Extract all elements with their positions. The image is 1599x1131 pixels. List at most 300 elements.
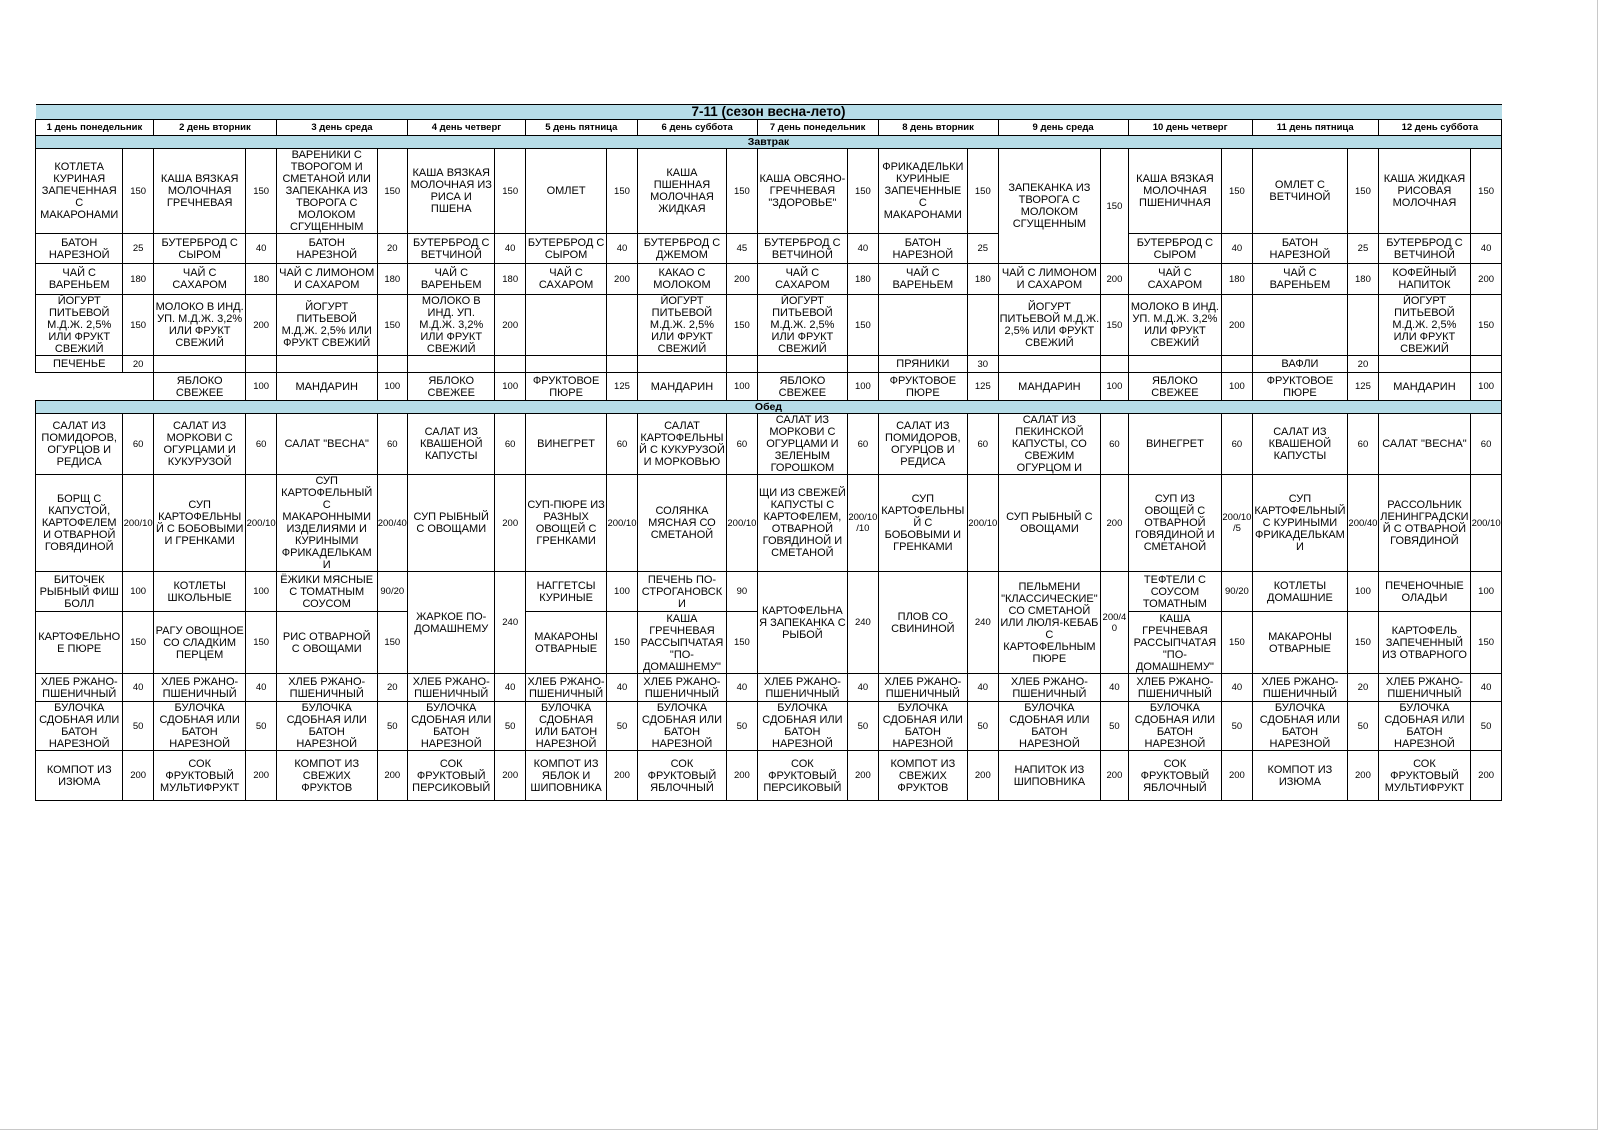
lunch-row	[36, 674, 1502, 702]
portion-cell: 150	[123, 612, 153, 674]
dish-cell: БУТЕРБРОД С ВЕТЧИНОЙ	[757, 234, 847, 264]
portion-cell: 150	[727, 612, 757, 674]
portion-cell: 200/10	[727, 475, 757, 572]
dish-cell: ЙОГУРТ ПИТЬЕВОЙ М.Д.Ж. 2,5% ИЛИ ФРУКТ СВЕЖИЙ	[637, 295, 726, 356]
portion-cell: 45	[727, 234, 757, 264]
portion-cell: 20	[123, 356, 153, 373]
portion-cell: 200/10/10	[848, 475, 878, 572]
lunch-row	[36, 751, 1502, 801]
dish-cell: ХЛЕБ РЖАНО-ПШЕНИЧНЫЙ	[276, 674, 377, 702]
dish-cell: ЙОГУРТ ПИТЬЕВОЙ М.Д.Ж. 2,5% ИЛИ ФРУКТ СВЕЖИЙ	[276, 295, 377, 356]
dish-cell: ЧАЙ С ВАРЕНЬЕМ	[1252, 264, 1348, 295]
dish-cell: САЛАТ ИЗ КВАШЕНОЙ КАПУСТЫ	[408, 414, 495, 475]
page-title: 7-11 (сезон весна-лето)	[36, 105, 1502, 120]
portion-cell: 200	[607, 751, 637, 801]
dish-cell: СУП КАРТОФЕЛЬНЫЙ С БОБОВЫМИ И ГРЕНКАМИ	[878, 475, 967, 572]
portion-cell: 60	[1348, 414, 1378, 475]
portion-cell: 200	[1471, 264, 1502, 295]
portion-cell: 150	[377, 149, 407, 234]
dish-cell: САЛАТ ИЗ КВАШЕНОЙ КАПУСТЫ	[1252, 414, 1348, 475]
dish-cell	[1252, 295, 1348, 356]
portion-cell: 100	[727, 373, 757, 401]
dish-cell: ПЕЧЕНОЧНЫЕ ОЛАДЬИ	[1378, 572, 1471, 612]
day-header-4: 4 день четверг	[408, 120, 526, 136]
dish-cell: КАША ОВСЯНО-ГРЕЧНЕВАЯ "ЗДОРОВЬЕ"	[757, 149, 847, 234]
dish-cell: ФРУКТОВОЕ ПЮРЕ	[1252, 373, 1348, 401]
dish-cell: ХЛЕБ РЖАНО-ПШЕНИЧНЫЙ	[36, 674, 123, 702]
portion-cell: 60	[1101, 414, 1128, 475]
portion-cell: 180	[377, 264, 407, 295]
dish-cell: БАТОН НАРЕЗНОЙ	[878, 234, 967, 264]
portion-cell: 200/10	[123, 475, 153, 572]
dish-cell: КОТЛЕТА КУРИНАЯ ЗАПЕЧЕННАЯ С МАКАРОНАМИ	[36, 149, 123, 234]
dish-cell: КАРТОФЕЛЬНАЯ ЗАПЕКАНКА С РЫБОЙ	[757, 572, 847, 674]
day-header-2: 2 день вторник	[153, 120, 276, 136]
portion-cell: 200	[377, 751, 407, 801]
menu-table	[35, 104, 1502, 801]
portion-cell: 100	[495, 373, 525, 401]
dish-cell: ЧАЙ С САХАРОМ	[1128, 264, 1222, 295]
dish-cell: ХЛЕБ РЖАНО-ПШЕНИЧНЫЙ	[1378, 674, 1471, 702]
dish-cell: БУЛОЧКА СДОБНАЯ ИЛИ БАТОН НАРЕЗНОЙ	[1128, 702, 1222, 751]
portion-cell: 40	[968, 674, 998, 702]
portion-cell: 100	[1348, 572, 1378, 612]
dish-cell: ФРУКТОВОЕ ПЮРЕ	[525, 373, 606, 401]
dish-cell: ВИНЕГРЕТ	[525, 414, 606, 475]
portion-cell: 100	[1101, 373, 1128, 401]
dish-cell: БУЛОЧКА СДОБНАЯ ИЛИ БАТОН НАРЕЗНОЙ	[637, 702, 726, 751]
dish-cell: СОК ФРУКТОВЫЙ ПЕРСИКОВЫЙ	[408, 751, 495, 801]
dish-cell	[1378, 356, 1471, 373]
portion-cell: 100	[377, 373, 407, 401]
section-title-lunch: Обед	[36, 401, 1502, 414]
dish-cell: КАКАО С МОЛОКОМ	[637, 264, 726, 295]
portion-cell: 50	[727, 702, 757, 751]
portion-cell	[607, 295, 637, 356]
dish-cell	[525, 356, 606, 373]
dish-cell: КАРТОФЕЛЬНОЕ ПЮРЕ	[36, 612, 123, 674]
dish-cell: КОМПОТ ИЗ ЯБЛОК И ШИПОВНИКА	[525, 751, 606, 801]
title-row	[36, 105, 1502, 120]
portion-cell: 20	[377, 234, 407, 264]
dish-cell	[637, 356, 726, 373]
dish-cell: БИТОЧЕК РЫБНЫЙ ФИШ БОЛЛ	[36, 572, 123, 612]
portion-cell: 40	[607, 234, 637, 264]
portion-cell: 60	[1471, 414, 1502, 475]
dish-cell: ЧАЙ С САХАРОМ	[153, 264, 246, 295]
portion-cell: 50	[848, 702, 878, 751]
dish-cell	[153, 356, 246, 373]
dish-cell: ФРУКТОВОЕ ПЮРЕ	[878, 373, 967, 401]
dish-cell	[1128, 356, 1222, 373]
portion-cell: 100	[246, 572, 276, 612]
portion-cell: 180	[968, 264, 998, 295]
day-header-1: 1 день понедельник	[36, 120, 154, 136]
portion-cell: 40	[848, 674, 878, 702]
dish-cell: КАША ВЯЗКАЯ МОЛОЧНАЯ ИЗ РИСА И ПШЕНА	[408, 149, 495, 234]
dish-cell: БУЛОЧКА СДОБНАЯ ИЛИ БАТОН НАРЕЗНОЙ	[757, 702, 847, 751]
dish-cell: ХЛЕБ РЖАНО-ПШЕНИЧНЫЙ	[878, 674, 967, 702]
portion-cell	[968, 295, 998, 356]
day-header-3: 3 день среда	[276, 120, 407, 136]
dish-cell: БУТЕРБРОД С СЫРОМ	[525, 234, 606, 264]
portion-cell: 40	[848, 234, 878, 264]
portion-cell: 25	[968, 234, 998, 264]
dish-cell: ПЕЧЕНЬЕ	[36, 356, 123, 373]
portion-cell: 200	[495, 475, 525, 572]
dish-cell: ЖАРКОЕ ПО-ДОМАШНЕМУ	[408, 572, 495, 674]
dish-cell: МОЛОКО В ИНД. УП. М.Д.Ж. 3,2% ИЛИ ФРУКТ СВЕЖИЙ	[408, 295, 495, 356]
dish-cell: БУЛОЧКА СДОБНАЯ ИЛИ БАТОН НАРЕЗНОЙ	[525, 702, 606, 751]
dish-cell: КОМПОТ ИЗ ИЗЮМА	[36, 751, 123, 801]
dish-cell: МАНДАРИН	[276, 373, 377, 401]
portion-cell: 40	[123, 674, 153, 702]
dish-cell: ХЛЕБ РЖАНО-ПШЕНИЧНЫЙ	[1128, 674, 1222, 702]
section-row-lunch	[36, 401, 1502, 414]
portion-cell: 125	[968, 373, 998, 401]
portion-cell: 200	[1101, 264, 1128, 295]
section-title-breakfast: Завтрак	[36, 136, 1502, 149]
portion-cell: 200	[1348, 751, 1378, 801]
portion-cell: 40	[1222, 234, 1252, 264]
dish-cell: ЯБЛОКО СВЕЖЕЕ	[408, 373, 495, 401]
dish-cell: СОК ФРУКТОВЫЙ МУЛЬТИФРУКТ	[153, 751, 246, 801]
portion-cell	[246, 356, 276, 373]
dish-cell: КОТЛЕТЫ ДОМАШНИЕ	[1252, 572, 1348, 612]
dish-cell: ЯБЛОКО СВЕЖЕЕ	[153, 373, 246, 401]
portion-cell: 200/40	[377, 475, 407, 572]
portion-cell: 150	[1101, 149, 1128, 264]
dish-cell: ЙОГУРТ ПИТЬЕВОЙ М.Д.Ж. 2,5% ИЛИ ФРУКТ СВЕЖИЙ	[998, 295, 1101, 356]
dish-cell: СУП КАРТОФЕЛЬНЫЙ С МАКАРОННЫМИ ИЗДЕЛИЯМИ И КУРИНЫМИ ФРИКАДЕЛЬКАМИ	[276, 475, 377, 572]
dish-cell: СУП КАРТОФЕЛЬНЫЙ С КУРИНЫМИ ФРИКАДЕЛЬКАМИ	[1252, 475, 1348, 572]
portion-cell: 150	[727, 295, 757, 356]
dish-cell: КОМПОТ ИЗ СВЕЖИХ ФРУКТОВ	[878, 751, 967, 801]
dish-cell: ЧАЙ С ЛИМОНОМ И САХАРОМ	[276, 264, 377, 295]
portion-cell	[1222, 356, 1252, 373]
portion-cell: 40	[246, 234, 276, 264]
portion-cell	[607, 356, 637, 373]
portion-cell: 150	[607, 612, 637, 674]
portion-cell: 200	[495, 751, 525, 801]
portion-cell: 125	[607, 373, 637, 401]
portion-cell: 200	[1101, 475, 1128, 572]
dish-cell: ОМЛЕТ С ВЕТЧИНОЙ	[1252, 149, 1348, 234]
portion-cell: 240	[848, 572, 878, 674]
portion-cell: 60	[246, 414, 276, 475]
portion-cell: 200/10	[1471, 475, 1502, 572]
dish-cell: БУЛОЧКА СДОБНАЯ ИЛИ БАТОН НАРЕЗНОЙ	[1378, 702, 1471, 751]
portion-cell	[727, 356, 757, 373]
dish-cell: КАША ВЯЗКАЯ МОЛОЧНАЯ ГРЕЧНЕВАЯ	[153, 149, 246, 234]
portion-cell: 150	[848, 295, 878, 356]
portion-cell: 90	[727, 572, 757, 612]
dish-cell: БУТЕРБРОД С СЫРОМ	[153, 234, 246, 264]
dish-cell: МАКАРОНЫ ОТВАРНЫЕ	[525, 612, 606, 674]
dish-cell: ПЕЛЬМЕНИ "КЛАССИЧЕСКИЕ" СО СМЕТАНОЙ ИЛИ ЛЮЛЯ-КЕБАБ С КАРТОФЕЛЬНЫМ ПЮРЕ	[998, 572, 1101, 674]
dish-cell: БУЛОЧКА СДОБНАЯ ИЛИ БАТОН НАРЕЗНОЙ	[1252, 702, 1348, 751]
portion-cell: 150	[1348, 149, 1378, 234]
portion-cell: 200	[246, 295, 276, 356]
dish-cell: СУП ИЗ ОВОЩЕЙ С ОТВАРНОЙ ГОВЯДИНОЙ И СМЕТАНОЙ	[1128, 475, 1222, 572]
dish-cell: ЁЖИКИ МЯСНЫЕ С ТОМАТНЫМ СОУСОМ	[276, 572, 377, 612]
portion-cell: 30	[968, 356, 998, 373]
dish-cell: БУЛОЧКА СДОБНАЯ ИЛИ БАТОН НАРЕЗНОЙ	[408, 702, 495, 751]
portion-cell: 90/20	[377, 572, 407, 612]
portion-cell: 50	[1471, 702, 1502, 751]
portion-cell: 40	[1471, 234, 1502, 264]
portion-cell: 60	[377, 414, 407, 475]
dish-cell	[878, 295, 967, 356]
dish-cell: ЙОГУРТ ПИТЬЕВОЙ М.Д.Ж. 2,5% ИЛИ ФРУКТ СВЕЖИЙ	[757, 295, 847, 356]
portion-cell: 200	[848, 751, 878, 801]
dish-cell: БУЛОЧКА СДОБНАЯ ИЛИ БАТОН НАРЕЗНОЙ	[878, 702, 967, 751]
dish-cell: РАССОЛЬНИК ЛЕНИНГРАДСКИЙ С ОТВАРНОЙ ГОВЯДИНОЙ	[1378, 475, 1471, 572]
dish-cell: БУТЕРБРОД С ВЕТЧИНОЙ	[408, 234, 495, 264]
dish-cell: БУЛОЧКА СДОБНАЯ ИЛИ БАТОН НАРЕЗНОЙ	[153, 702, 246, 751]
days-header-row	[36, 120, 1502, 136]
dish-cell: КОМПОТ ИЗ ИЗЮМА	[1252, 751, 1348, 801]
dish-cell: МАКАРОНЫ ОТВАРНЫЕ	[1252, 612, 1348, 674]
dish-cell: ВИНЕГРЕТ	[1128, 414, 1222, 475]
portion-cell: 150	[377, 295, 407, 356]
portion-cell: 150	[968, 149, 998, 234]
breakfast-row	[36, 234, 1502, 264]
dish-cell: САЛАТ ИЗ ПОМИДОРОВ, ОГУРЦОВ И РЕДИСА	[878, 414, 967, 475]
dish-cell: ЧАЙ С ВАРЕНЬЕМ	[36, 264, 123, 295]
portion-cell: 180	[848, 264, 878, 295]
portion-cell: 200	[727, 751, 757, 801]
portion-cell: 200/40	[1348, 475, 1378, 572]
portion-cell: 150	[848, 149, 878, 234]
portion-cell: 100	[607, 572, 637, 612]
dish-cell: ВАФЛИ	[1252, 356, 1348, 373]
dish-cell: СУП КАРТОФЕЛЬНЫЙ С БОБОВЫМИ И ГРЕНКАМИ	[153, 475, 246, 572]
dish-cell: КАРТОФЕЛЬ ЗАПЕЧЕННЫЙ ИЗ ОТВАРНОГО	[1378, 612, 1471, 674]
portion-cell: 200	[1471, 751, 1502, 801]
dish-cell: ХЛЕБ РЖАНО-ПШЕНИЧНЫЙ	[153, 674, 246, 702]
dish-cell: БУТЕРБРОД С ВЕТЧИНОЙ	[1378, 234, 1471, 264]
portion-cell: 200/10	[246, 475, 276, 572]
portion-cell: 150	[246, 149, 276, 234]
breakfast-row	[36, 149, 1502, 234]
portion-cell: 200	[1222, 751, 1252, 801]
portion-cell: 200/10/5	[1222, 475, 1252, 572]
dish-cell: СОЛЯНКА МЯСНАЯ СО СМЕТАНОЙ	[637, 475, 726, 572]
portion-cell: 40	[495, 674, 525, 702]
day-header-5: 5 день пятница	[525, 120, 637, 136]
dish-cell: МОЛОКО В ИНД. УП. М.Д.Ж. 3,2% ИЛИ ФРУКТ СВЕЖИЙ	[1128, 295, 1222, 356]
day-header-7: 7 день понедельник	[757, 120, 878, 136]
portion-cell: 150	[1222, 612, 1252, 674]
portion-cell: 60	[1222, 414, 1252, 475]
day-header-10: 10 день четверг	[1128, 120, 1252, 136]
portion-cell: 40	[727, 674, 757, 702]
dish-cell: ОМЛЕТ	[525, 149, 606, 234]
dish-cell: КАША ГРЕЧНЕВАЯ РАССЫПЧАТАЯ "ПО-ДОМАШНЕМУ"	[1128, 612, 1222, 674]
portion-cell: 200/40	[1101, 572, 1128, 674]
portion-cell: 60	[123, 414, 153, 475]
portion-cell: 200	[727, 264, 757, 295]
portion-cell: 50	[123, 702, 153, 751]
portion-cell: 150	[1348, 612, 1378, 674]
portion-cell: 100	[1471, 572, 1502, 612]
dish-cell: ВАРЕНИКИ С ТВОРОГОМ И СМЕТАНОЙ ИЛИ ЗАПЕКАНКА ИЗ ТВОРОГА С МОЛОКОМ СГУЩЕННЫМ	[276, 149, 377, 234]
portion-cell: 40	[1101, 674, 1128, 702]
dish-cell: САЛАТ ИЗ ПЕКИНСКОЙ КАПУСТЫ, СО СВЕЖИМ ОГУРЦОМ И	[998, 414, 1101, 475]
portion-cell: 20	[1348, 356, 1378, 373]
dish-cell	[408, 356, 495, 373]
breakfast-row	[36, 295, 1502, 356]
portion-cell: 150	[246, 612, 276, 674]
dish-cell: СОК ФРУКТОВЫЙ ЯБЛОЧНЫЙ	[1128, 751, 1222, 801]
portion-cell: 60	[727, 414, 757, 475]
portion-cell: 200	[123, 751, 153, 801]
breakfast-row	[36, 373, 1502, 401]
portion-cell: 25	[123, 234, 153, 264]
portion-cell: 50	[607, 702, 637, 751]
portion-cell: 125	[1348, 373, 1378, 401]
dish-cell: РАГУ ОВОЩНОЕ СО СЛАДКИМ ПЕРЦЕМ	[153, 612, 246, 674]
portion-cell	[848, 356, 878, 373]
portion-cell: 200	[495, 295, 525, 356]
day-header-8: 8 день вторник	[878, 120, 998, 136]
portion-cell: 150	[1222, 149, 1252, 234]
dish-cell: НАГГЕТСЫ КУРИНЫЕ	[525, 572, 606, 612]
portion-cell: 100	[123, 572, 153, 612]
dish-cell: БУЛОЧКА СДОБНАЯ ИЛИ БАТОН НАРЕЗНОЙ	[36, 702, 123, 751]
portion-cell: 60	[848, 414, 878, 475]
portion-cell: 100	[1471, 373, 1502, 401]
dish-cell: ЗАПЕКАНКА ИЗ ТВОРОГА С МОЛОКОМ СГУЩЕННЫМ	[998, 149, 1101, 264]
dish-cell: БУТЕРБРОД С ДЖЕМОМ	[637, 234, 726, 264]
dish-cell: ХЛЕБ РЖАНО-ПШЕНИЧНЫЙ	[1252, 674, 1348, 702]
breakfast-row	[36, 356, 1502, 373]
portion-cell: 20	[1348, 674, 1378, 702]
dish-cell: САЛАТ ИЗ ПОМИДОРОВ, ОГУРЦОВ И РЕДИСА	[36, 414, 123, 475]
dish-cell: СУП РЫБНЫЙ С ОВОЩАМИ	[998, 475, 1101, 572]
dish-cell: БАТОН НАРЕЗНОЙ	[36, 234, 123, 264]
dish-cell: СУП-ПЮРЕ ИЗ РАЗНЫХ ОВОЩЕЙ С ГРЕНКАМИ	[525, 475, 606, 572]
portion-cell: 50	[495, 702, 525, 751]
dish-cell: САЛАТ ИЗ МОРКОВИ С ОГУРЦАМИ И КУКУРУЗОЙ	[153, 414, 246, 475]
dish-cell: ЯБЛОКО СВЕЖЕЕ	[1128, 373, 1222, 401]
portion-cell: 150	[123, 149, 153, 234]
portion-cell: 200	[1222, 295, 1252, 356]
portion-cell: 200	[1101, 751, 1128, 801]
dish-cell: БОРЩ С КАПУСТОЙ, КАРТОФЕЛЕМ И ОТВАРНОЙ ГОВЯДИНОЙ	[36, 475, 123, 572]
portion-cell: 240	[495, 572, 525, 674]
portion-cell: 180	[1348, 264, 1378, 295]
dish-cell: СОК ФРУКТОВЫЙ МУЛЬТИФРУКТ	[1378, 751, 1471, 801]
portion-cell: 90/20	[1222, 572, 1252, 612]
dish-cell: ТЕФТЕЛИ С СОУСОМ ТОМАТНЫМ	[1128, 572, 1222, 612]
portion-cell: 20	[377, 674, 407, 702]
dish-cell: ХЛЕБ РЖАНО-ПШЕНИЧНЫЙ	[525, 674, 606, 702]
portion-cell: 100	[246, 373, 276, 401]
dish-cell: КАША ЖИДКАЯ РИСОВАЯ МОЛОЧНАЯ	[1378, 149, 1471, 234]
dish-cell	[757, 356, 847, 373]
portion-cell: 150	[1471, 612, 1502, 674]
lunch-row	[36, 475, 1502, 572]
dish-cell: БАТОН НАРЕЗНОЙ	[1252, 234, 1348, 264]
dish-cell	[276, 356, 377, 373]
portion-cell: 150	[495, 149, 525, 234]
portion-cell	[377, 356, 407, 373]
lunch-row	[36, 702, 1502, 751]
portion-cell: 40	[246, 674, 276, 702]
dish-cell: НАПИТОК ИЗ ШИПОВНИКА	[998, 751, 1101, 801]
portion-cell: 50	[968, 702, 998, 751]
dish-cell: ЧАЙ С ЛИМОНОМ И САХАРОМ	[998, 264, 1101, 295]
dish-cell: БУЛОЧКА СДОБНАЯ ИЛИ БАТОН НАРЕЗНОЙ	[998, 702, 1101, 751]
section-row-breakfast	[36, 136, 1502, 149]
portion-cell: 50	[377, 702, 407, 751]
dish-cell: ХЛЕБ РЖАНО-ПШЕНИЧНЫЙ	[637, 674, 726, 702]
portion-cell: 200	[607, 264, 637, 295]
portion-cell: 150	[1101, 295, 1128, 356]
dish-cell: ПЛОВ СО СВИНИНОЙ	[878, 572, 967, 674]
portion-cell: 200/10	[968, 475, 998, 572]
portion-cell: 200	[246, 751, 276, 801]
dish-cell: МАНДАРИН	[1378, 373, 1471, 401]
dish-cell: КОМПОТ ИЗ СВЕЖИХ ФРУКТОВ	[276, 751, 377, 801]
dish-cell: КОТЛЕТЫ ШКОЛЬНЫЕ	[153, 572, 246, 612]
dish-cell	[525, 295, 606, 356]
portion-cell	[1471, 356, 1502, 373]
dish-cell: ПРЯНИКИ	[878, 356, 967, 373]
dish-cell: ЙОГУРТ ПИТЬЕВОЙ М.Д.Ж. 2,5% ИЛИ ФРУКТ СВЕЖИЙ	[1378, 295, 1471, 356]
dish-cell: ХЛЕБ РЖАНО-ПШЕНИЧНЫЙ	[408, 674, 495, 702]
dish-cell: ЧАЙ С САХАРОМ	[525, 264, 606, 295]
day-header-9: 9 день среда	[998, 120, 1128, 136]
dish-cell: ФРИКАДЕЛЬКИ КУРИНЫЕ ЗАПЕЧЕННЫЕ С МАКАРОНАМИ	[878, 149, 967, 234]
portion-cell: 60	[495, 414, 525, 475]
portion-cell: 150	[1471, 295, 1502, 356]
portion-cell	[1348, 295, 1378, 356]
portion-cell: 40	[495, 234, 525, 264]
portion-cell: 60	[607, 414, 637, 475]
portion-cell: 100	[848, 373, 878, 401]
portion-cell: 50	[1222, 702, 1252, 751]
dish-cell: ЧАЙ С ВАРЕНЬЕМ	[408, 264, 495, 295]
portion-cell	[495, 356, 525, 373]
portion-cell: 200	[968, 751, 998, 801]
portion-cell: 40	[1222, 674, 1252, 702]
breakfast-row	[36, 264, 1502, 295]
dish-cell: КАША ВЯЗКАЯ МОЛОЧНАЯ ПШЕНИЧНАЯ	[1128, 149, 1222, 234]
portion-cell: 40	[1471, 674, 1502, 702]
portion-cell: 180	[495, 264, 525, 295]
dish-cell: КАША ПШЕННАЯ МОЛОЧНАЯ ЖИДКАЯ	[637, 149, 726, 234]
portion-cell: 50	[1348, 702, 1378, 751]
dish-cell: ЩИ ИЗ СВЕЖЕЙ КАПУСТЫ С КАРТОФЕЛЕМ, ОТВАРНОЙ ГОВЯДИНОЙ И СМЕТАНОЙ	[757, 475, 847, 572]
dish-cell: САЛАТ "ВЕСНА"	[1378, 414, 1471, 475]
lunch-row	[36, 572, 1502, 612]
portion-cell: 180	[123, 264, 153, 295]
lunch-row	[36, 414, 1502, 475]
dish-cell: КАША ГРЕЧНЕВАЯ РАССЫПЧАТАЯ "ПО-ДОМАШНЕМУ"	[637, 612, 726, 674]
portion-cell: 150	[727, 149, 757, 234]
dish-cell: САЛАТ "ВЕСНА"	[276, 414, 377, 475]
portion-cell: 25	[1348, 234, 1378, 264]
dish-cell: КОФЕЙНЫЙ НАПИТОК	[1378, 264, 1471, 295]
dish-cell: БАТОН НАРЕЗНОЙ	[276, 234, 377, 264]
dish-cell: ЧАЙ С ВАРЕНЬЕМ	[878, 264, 967, 295]
day-header-6: 6 день суббота	[637, 120, 757, 136]
dish-cell: ЧАЙ С САХАРОМ	[757, 264, 847, 295]
portion-cell: 200/10	[607, 475, 637, 572]
